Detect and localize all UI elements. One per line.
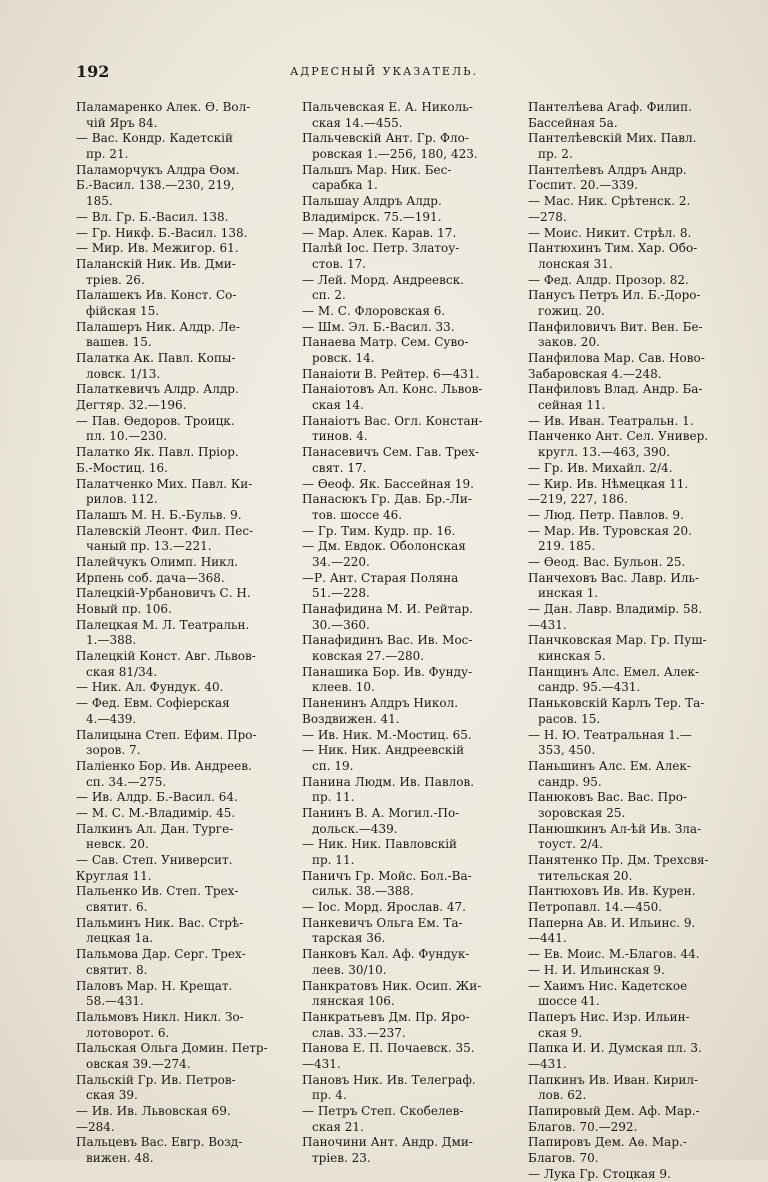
- directory-entry-line: Дегтяр. 32.—196.: [76, 398, 187, 413]
- directory-entry-line: —441.: [528, 931, 567, 946]
- directory-entry-line: Пальмовъ Никл. Никл. Зо-: [76, 1009, 244, 1024]
- directory-entry-line: —Р. Ант. Старая Поляна: [302, 570, 459, 585]
- directory-entry-line: Ирпень соб. дача—368.: [76, 570, 225, 585]
- directory-entry-line: дольск.—439.: [312, 821, 398, 836]
- directory-entry-line: сп. 34.—275.: [86, 774, 167, 789]
- directory-entry-line: — Ив. Ив. Львовская 69.: [76, 1104, 231, 1118]
- directory-entry-line: пр. 11.: [312, 853, 355, 867]
- directory-entry-line: Папировъ Дем. Аѳ. Мар.-: [528, 1135, 687, 1150]
- directory-entry-line: — Іос. Морд. Ярослав. 47.: [302, 900, 466, 915]
- directory-entry-line: Палевскій Леонт. Фил. Пес-: [76, 523, 254, 538]
- directory-entry-line: Круглая 11.: [76, 868, 152, 883]
- directory-entry-line: — Лей. Морд. Андреевск.: [302, 272, 464, 287]
- directory-entry-line: тов. шоссе 46.: [312, 507, 403, 522]
- directory-entry-line: пр. 11.: [312, 790, 355, 805]
- directory-entry-line: фійская 15.: [86, 303, 160, 318]
- directory-entry-line: Петропавл. 14.—450.: [528, 900, 663, 915]
- directory-entry-line: —431.: [528, 1056, 567, 1071]
- directory-entry-line: Палашеръ Ник. Алдр. Ле-: [76, 319, 240, 334]
- directory-entry-line: 58.—431.: [86, 994, 144, 1009]
- directory-entry-line: сп. 19.: [312, 758, 354, 773]
- directory-entry-line: — Лука Гр. Стоцкая 9.: [528, 1166, 671, 1181]
- directory-entry-line: Панченко Ант. Сел. Универ.: [528, 429, 709, 444]
- directory-entry-line: ская 14.: [312, 398, 364, 413]
- directory-entry-line: Папка И. И. Думская пл. 3.: [528, 1041, 702, 1056]
- directory-entry-line: Панкратовъ Ник. Осип. Жи-: [302, 978, 482, 993]
- directory-entry-line: — Дм. Евдок. Оболонская: [302, 539, 466, 554]
- running-title: АДРЕСНЫЙ УКАЗАТЕЛЬ.: [289, 65, 479, 78]
- directory-entry-line: сарабка 1.: [312, 178, 378, 193]
- directory-entry-line: Панюшкинъ Ал-ѣй Ив. Зла-: [528, 821, 702, 836]
- directory-entry-line: Панаіоти В. Рейтер. 6—431.: [302, 366, 480, 381]
- directory-entry-line: невск. 20.: [86, 837, 149, 852]
- directory-entry-line: 219. 185.: [538, 539, 596, 554]
- directory-entry-line: Пальская Ольга Домин. Петр-: [76, 1041, 268, 1056]
- directory-entry-line: слав. 33.—237.: [312, 1025, 406, 1040]
- directory-entry-line: клеев. 10.: [312, 680, 375, 695]
- directory-entry-line: —284.: [76, 1119, 115, 1134]
- directory-entry-line: Благов. 70.—292.: [528, 1119, 638, 1134]
- directory-entry-line: чаный пр. 13.—221.: [86, 539, 212, 554]
- directory-entry-line: чій Яръ 84.: [86, 115, 158, 130]
- directory-entry-line: пр. 4.: [312, 1088, 347, 1103]
- directory-entry-line: зоровская 25.: [538, 805, 626, 820]
- directory-entry-line: Панаіотовъ Ал. Конс. Львов-: [302, 382, 483, 397]
- directory-entry-line: Панасевичъ Сем. Гав. Трех-: [302, 445, 480, 460]
- directory-entry-line: гожиц. 20.: [538, 303, 605, 318]
- directory-entry-line: — Гр. Никф. Б.-Васил. 138.: [76, 225, 248, 240]
- directory-entry-line: — Ив. Алдр. Б.-Васил. 64.: [76, 790, 238, 805]
- directory-entry-line: Паненинъ Алдръ Никол.: [302, 696, 459, 711]
- directory-entry-line: Пантелѣевскій Мих. Павл.: [528, 131, 697, 146]
- directory-entry-line: Панфиловичъ Вит. Вен. Бе-: [528, 319, 703, 334]
- column-3: [528, 100, 746, 1182]
- directory-entry-line: Палатка Ак. Павл. Копы-: [76, 351, 236, 365]
- directory-entry-line: 185.: [86, 194, 113, 209]
- directory-entry-line: — Ник. Ник. Павловскій: [302, 837, 458, 852]
- directory-entry-line: вижен. 48.: [86, 1151, 154, 1166]
- directory-entry-line: Пальчевская Е. А. Николь-: [302, 100, 473, 114]
- directory-entry-line: Паньковскій Карлъ Тер. Та-: [528, 696, 705, 711]
- directory-entry-line: — Мар. Алек. Карав. 17.: [302, 225, 457, 240]
- directory-entry-line: — Фед. Евм. Софіерская: [76, 696, 230, 711]
- directory-entry-line: инская 1.: [538, 586, 599, 601]
- directory-entry-line: — Н. И. Ильинская 9.: [528, 962, 665, 977]
- directory-entry-line: Забаровская 4.—248.: [528, 366, 662, 381]
- directory-entry-line: Панковъ Кал. Аф. Фундук-: [302, 947, 470, 962]
- directory-entry-line: Панасюкъ Гр. Дав. Бр.-Ли-: [302, 492, 472, 507]
- directory-entry-line: Пальскій Гр. Ив. Петров-: [76, 1072, 236, 1087]
- directory-entry-line: Панафидина М. И. Рейтар.: [302, 602, 473, 616]
- directory-entry-line: 30.—360.: [312, 617, 370, 632]
- directory-entry-line: Паньшинъ Алс. Ем. Алек-: [528, 758, 691, 773]
- directory-entry-line: тинов. 4.: [312, 429, 368, 444]
- directory-entry-line: ская 21.: [312, 1119, 364, 1134]
- directory-entry-line: — Ѳеод. Вас. Бульон. 25.: [528, 554, 686, 569]
- directory-entry-line: Пантюхинъ Тим. Хар. Обо-: [528, 241, 698, 256]
- directory-entry-line: Паламорчукъ Алдра Ѳом.: [76, 162, 240, 177]
- directory-entry-line: Пальминъ Ник. Вас. Стрѣ-: [76, 915, 244, 930]
- directory-entry-line: тоуст. 2/4.: [538, 837, 604, 852]
- directory-entry-line: сандр. 95.: [538, 774, 602, 789]
- directory-entry-line: —278.: [528, 209, 567, 224]
- directory-entry-line: Панюковъ Вас. Вас. Про-: [528, 790, 688, 805]
- directory-entry-line: — Мир. Ив. Межигор. 61.: [76, 241, 239, 256]
- directory-entry-line: пл. 10.—230.: [86, 429, 168, 444]
- directory-entry-line: стов. 17.: [312, 256, 367, 271]
- directory-entry-line: — Шм. Эл. Б.-Васил. 33.: [302, 319, 455, 334]
- directory-entry-line: Панятенко Пр. Дм. Трехсвя-: [528, 853, 709, 867]
- directory-entry-line: — Н. Ю. Театральная 1.—: [528, 727, 692, 742]
- directory-entry-line: лянская 106.: [312, 994, 395, 1009]
- directory-entry-line: Пантелѣевъ Алдръ Андр.: [528, 162, 687, 177]
- directory-entry-line: 4.—439.: [86, 711, 137, 726]
- directory-entry-line: тріев. 26.: [86, 272, 145, 287]
- directory-entry-line: ская 14.—455.: [312, 115, 403, 130]
- page-number: 192: [76, 62, 110, 81]
- directory-entry-line: Палѣй Іос. Петр. Златоу-: [302, 241, 460, 256]
- directory-entry-line: свят. 17.: [312, 460, 367, 475]
- directory-entry-line: пр. 2.: [538, 147, 573, 162]
- directory-entry-line: — Ѳеоф. Як. Бассейная 19.: [302, 476, 474, 491]
- directory-entry-line: — М. С. Флоровская 6.: [302, 303, 446, 318]
- directory-entry-line: 1.—388.: [86, 633, 137, 648]
- directory-entry-line: — Фед. Алдр. Прозор. 82.: [528, 272, 689, 287]
- directory-entry-line: Паночини Ант. Андр. Дми-: [302, 1135, 473, 1150]
- directory-entry-line: лотоворот. 6.: [86, 1025, 170, 1040]
- directory-entry-line: — Вл. Гр. Б.-Васил. 138.: [76, 209, 229, 224]
- directory-entry-line: расов. 15.: [538, 711, 601, 726]
- directory-entry-line: Панова Е. П. Почаевск. 35.: [302, 1041, 475, 1056]
- directory-entry-line: Пальшъ Мар. Ник. Бес-: [302, 162, 452, 177]
- directory-entry-line: Панфилова Мар. Сав. Ново-: [528, 351, 705, 365]
- directory-entry-line: Б.-Васил. 138.—230, 219,: [76, 178, 235, 193]
- directory-entry-line: Палецкій-Урбановичъ С. Н.: [76, 586, 251, 601]
- directory-entry-line: Пальчевскій Ант. Гр. Фло-: [302, 131, 469, 146]
- directory-entry-line: Панаіотъ Вас. Огл. Констан-: [302, 413, 483, 428]
- directory-entry-line: святит. 8.: [86, 962, 148, 977]
- directory-entry-line: Новый пр. 106.: [76, 602, 172, 616]
- directory-entry-line: — Ник. Ник. Андреевскій: [302, 743, 465, 758]
- directory-entry-line: Панинъ В. А. Могил.-По-: [302, 805, 460, 820]
- directory-entry-line: — Гр. Тим. Кудр. пр. 16.: [302, 523, 456, 538]
- directory-entry-line: Палицына Степ. Ефим. Про-: [76, 727, 257, 742]
- directory-entry-line: Панчковская Мар. Гр. Пуш-: [528, 633, 707, 648]
- directory-entry-line: Палецкая М. Л. Театральн.: [76, 617, 250, 632]
- directory-entry-line: — Пав. Ѳедоров. Троицк.: [76, 413, 235, 428]
- directory-entry-line: Паловъ Мар. Н. Крещат.: [76, 978, 233, 993]
- directory-entry-line: ская 39.: [86, 1088, 138, 1103]
- directory-entry-line: — Петръ Степ. Скобелев-: [302, 1104, 464, 1118]
- directory-entry-line: ловск. 1/13.: [86, 366, 161, 381]
- directory-entry-line: 353, 450.: [538, 743, 596, 758]
- directory-entry-line: Панкратьевъ Дм. Пр. Яро-: [302, 1009, 470, 1024]
- directory-entry-line: вашев. 15.: [86, 335, 152, 350]
- directory-entry-line: ровск. 14.: [312, 351, 375, 365]
- directory-entry-line: — Мас. Ник. Срѣтенск. 2.: [528, 194, 691, 209]
- directory-entry-line: тріев. 23.: [312, 1151, 371, 1166]
- directory-entry-line: сейная 11.: [538, 398, 606, 413]
- directory-entry-line: — М. С. М.-Владимір. 45.: [76, 805, 236, 820]
- directory-entry-line: сильк. 38.—388.: [312, 884, 414, 899]
- directory-entry-line: — Гр. Ив. Михайл. 2/4.: [528, 460, 673, 475]
- column-2: [302, 100, 520, 1167]
- directory-entry-line: Пальмова Дар. Серг. Трех-: [76, 947, 246, 962]
- directory-entry-line: — Кир. Ив. Нѣмецкая 11.: [528, 476, 689, 491]
- directory-entry-line: кинская 5.: [538, 649, 606, 664]
- directory-entry-line: святит. 6.: [86, 900, 148, 915]
- directory-entry-line: ская 81/34.: [86, 664, 158, 679]
- directory-entry-line: Панчеховъ Вас. Лавр. Иль-: [528, 570, 700, 585]
- directory-entry-line: 34.—220.: [312, 554, 370, 569]
- directory-entry-line: Панашика Бор. Ив. Фунду-: [302, 664, 473, 679]
- directory-entry-line: Панаева Матр. Сем. Суво-: [302, 335, 469, 350]
- directory-entry-line: сп. 2.: [312, 288, 346, 303]
- directory-entry-line: Папировый Дем. Аф. Мар.-: [528, 1104, 700, 1118]
- directory-entry-line: Пальшау Алдръ Алдр.: [302, 194, 442, 209]
- directory-entry-line: Пантюховъ Ив. Ив. Курен.: [528, 884, 696, 899]
- directory-entry-line: Пантелѣева Агаф. Филип.: [528, 100, 692, 114]
- directory-entry-line: Паперна Ав. И. Ильинс. 9.: [528, 915, 696, 930]
- directory-entry-line: тительская 20.: [538, 868, 633, 883]
- directory-entry-line: 51.—228.: [312, 586, 370, 601]
- directory-entry-line: ковская 27.—280.: [312, 649, 425, 664]
- directory-entry-line: овская 39.—274.: [86, 1056, 191, 1071]
- directory-entry-line: леев. 30/10.: [312, 962, 387, 977]
- directory-entry-line: Воздвижен. 41.: [302, 711, 400, 726]
- directory-entry-line: сандр. 95.—431.: [538, 680, 641, 695]
- directory-entry-line: Палецкій Конст. Авг. Львов-: [76, 649, 256, 664]
- directory-entry-line: — Ев. Моис. М.-Благов. 44.: [528, 947, 700, 962]
- directory-entry-line: лецкая 1а.: [86, 931, 154, 946]
- directory-entry-line: Палейчукъ Олимп. Никл.: [76, 554, 239, 569]
- directory-entry-line: —219, 227, 186.: [528, 492, 628, 507]
- directory-entry-line: — Ив. Иван. Театральн. 1.: [528, 413, 694, 428]
- directory-entry-line: Паламаренко Алек. Ѳ. Вол-: [76, 100, 251, 114]
- directory-entry-line: Палашекъ Ив. Конст. Со-: [76, 288, 237, 303]
- directory-entry-line: ровская 1.—256, 180, 423.: [312, 147, 478, 162]
- directory-entry-line: Пановъ Ник. Ив. Телеграф.: [302, 1072, 476, 1087]
- directory-entry-line: лонская 31.: [538, 256, 613, 271]
- directory-entry-line: Панусъ Петръ Ил. Б.-Доро-: [528, 288, 701, 303]
- directory-entry-line: ская 9.: [538, 1025, 583, 1040]
- directory-entry-line: — Люд. Петр. Павлов. 9.: [528, 507, 684, 522]
- directory-entry-line: Палатченко Мих. Павл. Ки-: [76, 476, 253, 491]
- directory-entry-line: заков. 20.: [538, 335, 600, 350]
- directory-entry-line: Пальенко Ив. Степ. Трех-: [76, 884, 239, 899]
- directory-entry-line: Пальцевъ Вас. Евгр. Возд-: [76, 1135, 243, 1150]
- directory-entry-line: кругл. 13.—463, 390.: [538, 445, 671, 460]
- directory-entry-line: тарская 36.: [312, 931, 386, 946]
- directory-entry-line: Палаткевичъ Алдр. Алдр.: [76, 382, 239, 397]
- directory-entry-line: —431.: [302, 1056, 341, 1071]
- directory-entry-line: Паничъ Гр. Мойс. Бол.-Ва-: [302, 868, 472, 883]
- column-1: [76, 100, 294, 1167]
- directory-entry-line: — Дан. Лавр. Владимір. 58.: [528, 602, 703, 616]
- directory-entry-line: Палатко Як. Павл. Пріор.: [76, 445, 239, 460]
- directory-entry-line: лов. 62.: [538, 1088, 587, 1103]
- directory-entry-line: — Вас. Кондр. Кадетскій: [76, 131, 233, 146]
- directory-entry-line: — Сав. Степ. Университ.: [76, 853, 233, 867]
- directory-entry-line: Благов. 70.: [528, 1151, 599, 1166]
- directory-entry-line: — Хаимъ Нис. Кадетское: [528, 978, 688, 993]
- directory-entry-line: Панафидинъ Вас. Ив. Мос-: [302, 633, 473, 648]
- directory-entry-line: зоров. 7.: [86, 743, 141, 758]
- directory-entry-line: — Мар. Ив. Туровская 20.: [528, 523, 692, 538]
- directory-entry-line: рилов. 112.: [86, 492, 158, 507]
- directory-entry-line: Бассейная 5а.: [528, 115, 618, 130]
- directory-entry-line: Палашъ М. Н. Б.-Бульв. 9.: [76, 507, 242, 522]
- directory-entry-line: Панина Людм. Ив. Павлов.: [302, 774, 475, 789]
- directory-entry-line: Палкинъ Ал. Дан. Турге-: [76, 821, 234, 836]
- directory-entry-line: Владимірск. 75.—191.: [302, 209, 442, 224]
- directory-entry-line: Панфиловъ Влад. Андр. Ба-: [528, 382, 703, 397]
- directory-entry-line: Панкевичъ Ольга Ем. Та-: [302, 915, 463, 930]
- directory-entry-line: —431.: [528, 617, 567, 632]
- directory-entry-line: — Ив. Ник. М.-Мостиц. 65.: [302, 727, 472, 742]
- directory-entry-line: Папкинъ Ив. Иван. Кирил-: [528, 1072, 699, 1087]
- directory-entry-line: — Ник. Ал. Фундук. 40.: [76, 680, 224, 695]
- directory-entry-line: Госпит. 20.—339.: [528, 178, 638, 193]
- directory-entry-line: Панщинъ Алс. Емел. Алек-: [528, 664, 700, 679]
- directory-entry-line: — Моис. Никит. Стрѣл. 8.: [528, 225, 692, 240]
- directory-entry-line: шоссе 41.: [538, 994, 600, 1009]
- directory-entry-line: Б.-Мостиц. 16.: [76, 460, 168, 475]
- directory-entry-line: Паперъ Нис. Изр. Ильин-: [528, 1009, 690, 1024]
- directory-entry-line: Паланскій Ник. Ив. Дми-: [76, 256, 236, 271]
- directory-entry-line: Паліенко Бор. Ив. Андреев.: [76, 758, 252, 773]
- directory-entry-line: пр. 21.: [86, 147, 129, 162]
- page-header: [0, 62, 768, 84]
